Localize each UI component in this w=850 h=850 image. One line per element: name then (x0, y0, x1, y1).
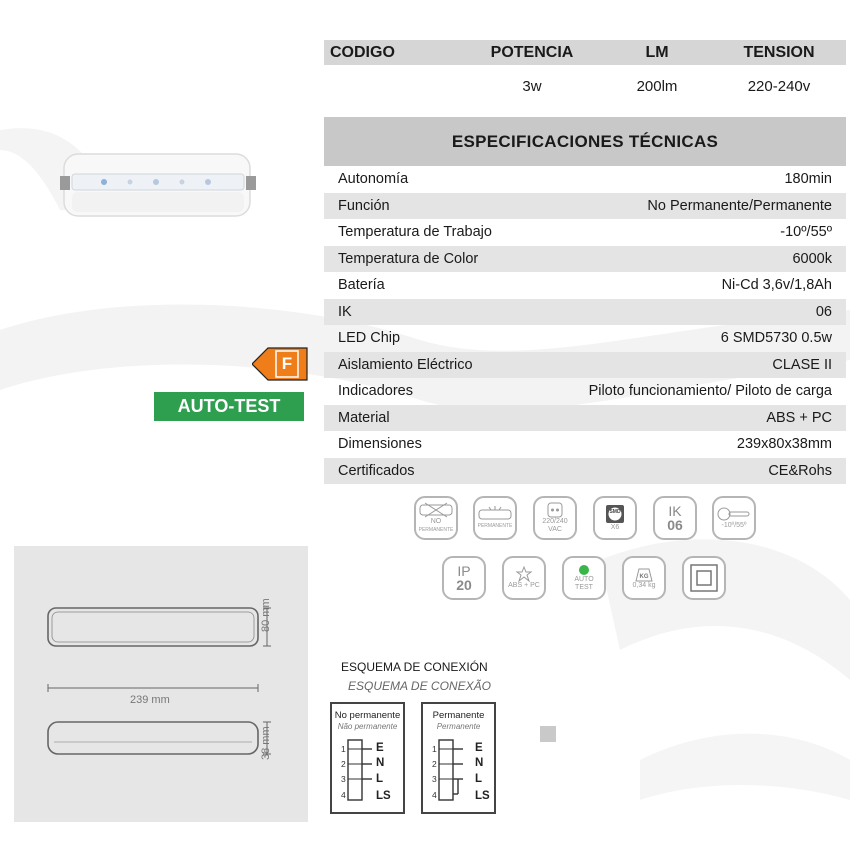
spec-row (324, 352, 846, 379)
dimension-drawing (14, 546, 308, 822)
weight-icon: KG 0,34 kg (622, 556, 666, 600)
spec-value: -10º/55º (780, 224, 832, 241)
no-permanent-icon: NO PERMANENTE (414, 496, 458, 540)
ik-rating-icon: IK 06 (653, 496, 697, 540)
cell-potencia: 3w (522, 77, 542, 95)
spec-label: Autonomía (338, 171, 409, 188)
spec-label: Dimensiones (338, 436, 422, 453)
code-table-row (324, 65, 846, 107)
spec-value: ABS + PC (766, 409, 832, 426)
spec-label: IK (338, 303, 352, 320)
wiring-non-permanent: No permanente Não permanente 1 2 3 4 E N L LS (330, 702, 405, 814)
spec-row (324, 193, 846, 220)
col-lm: LM (645, 43, 669, 61)
spec-value: CE&Rohs (768, 462, 832, 479)
spec-table (324, 166, 846, 484)
spec-row (324, 325, 846, 352)
spec-label: Material (338, 409, 390, 426)
spec-value: No Permanente/Permanente (647, 197, 832, 214)
spec-value: Piloto funcionamiento/ Piloto de carga (588, 383, 832, 400)
spec-value: 6 SMD5730 0.5w (720, 330, 832, 347)
spec-label: Función (338, 197, 390, 214)
cell-tension: 220-240v (747, 77, 811, 95)
code-table-header (324, 40, 846, 65)
spec-label: Batería (338, 277, 385, 294)
spec-value: 6000k (792, 250, 832, 267)
spec-label: Aislamiento Eléctrico (338, 356, 473, 373)
spec-row (324, 272, 846, 299)
wiring-subtitle: ESQUEMA DE CONEXÃO (348, 679, 491, 693)
spec-label: LED Chip (338, 330, 401, 347)
spec-label: Temperatura de Color (338, 250, 479, 267)
voltage-icon: 220/240 VAC (533, 496, 577, 540)
smd-led-icon: SMD X6 (593, 496, 637, 540)
col-codigo: CODIGO (330, 43, 395, 61)
spec-row (324, 166, 846, 193)
spec-value: 180min (784, 171, 832, 188)
dim-height-label: 80 mm (260, 598, 272, 632)
auto-test-badge: AUTO-TEST (154, 392, 304, 421)
decorative-square (540, 726, 556, 742)
ip-rating-icon: IP 20 (442, 556, 486, 600)
dim-width-label: 239 mm (130, 694, 170, 706)
wiring-permanent: Permanente Permanente 1 2 3 4 E N L LS (421, 702, 496, 814)
spec-row (324, 299, 846, 326)
autotest-icon: AUTO TEST (562, 556, 606, 600)
spec-value: 239x80x38mm (736, 436, 832, 453)
product-code-table (324, 40, 846, 107)
spec-title: ESPECIFICACIONES TÉCNICAS (324, 117, 846, 166)
spec-row (324, 246, 846, 273)
spec-row (324, 405, 846, 432)
permanent-icon: PERMANENTE (473, 496, 517, 540)
spec-value: Ni-Cd 3,6v/1,8Ah (721, 277, 832, 294)
material-icon: ABS + PC (502, 556, 546, 600)
spec-value: 06 (815, 303, 832, 320)
spec-label: Temperatura de Trabajo (338, 224, 492, 241)
spec-row (324, 378, 846, 405)
spec-label: Certificados (338, 462, 415, 479)
col-tension: TENSION (743, 43, 815, 61)
dimension-diagram (14, 546, 308, 822)
product-image (58, 152, 258, 218)
energy-class-letter: F (281, 354, 293, 373)
spec-label: Indicadores (338, 383, 413, 400)
col-potencia: POTENCIA (490, 43, 574, 61)
spec-value: CLASE II (772, 356, 832, 373)
spec-row (324, 431, 846, 458)
spec-row (324, 458, 846, 485)
wiring-title: ESQUEMA DE CONEXIÓN (341, 660, 488, 674)
class-ii-icon (682, 556, 726, 600)
dim-depth-label: 38 mm (260, 726, 272, 760)
spec-row (324, 219, 846, 246)
cell-lm: 200lm (636, 77, 678, 95)
temperature-icon: -10º/55º (712, 496, 756, 540)
